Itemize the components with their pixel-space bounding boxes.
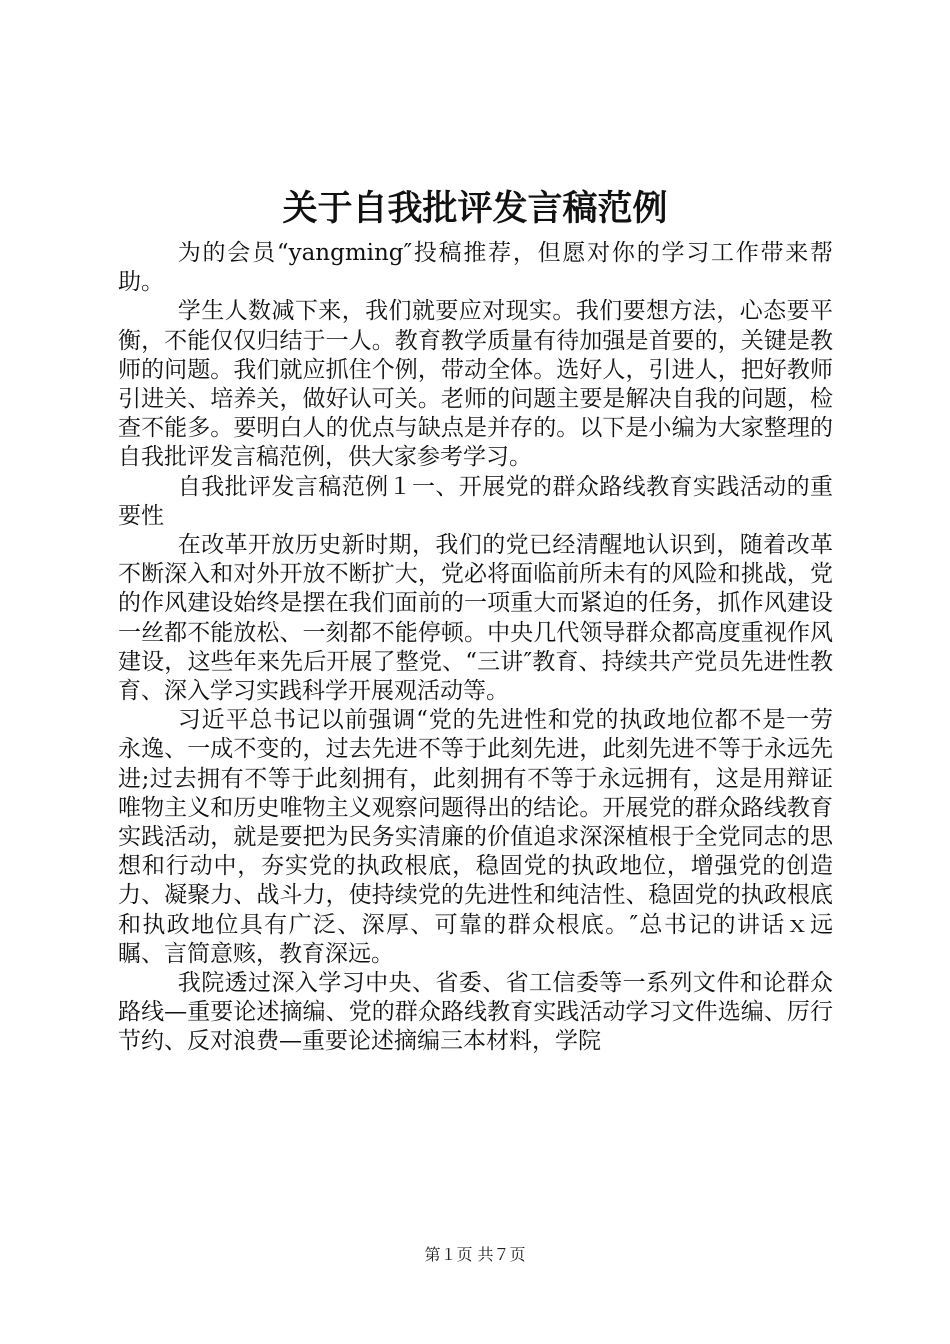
page-number-footer: 第１页 共７页: [424, 1245, 526, 1264]
paragraph-xi-quote: 习近平总书记以前强调“党的先进性和党的执政地位都不是一劳永逸、一成不变的，过去先进不等于此刻先进，此刻先进不等于永远先进;过去拥有不等于此刻拥有，此刻拥有不等于永远拥有，这是用辩证唯物主义和历史唯物主义观察问题得出的结论。开展党的群众路线教育实践活动，就是要把为民务实清廉的价值追求深深植根于全党同志的思想和行动中，夯实党的执政根底，稳固党的执政地位，增强党的创造力、凝聚力、战斗力，使持续党的先进性和纯洁性、稳固党的执政根底和执政地位具有广泛、深厚、可靠的群众根底。″总书记的讲话ｘ远瞩、言简意赅，教育深远。: [118, 707, 833, 967]
paragraph-preface: 学生人数减下来，我们就要应对现实。我们要想方法，心态要平衡，不能仅仅归结于一人。教育教学质量有待加强是首要的，关键是教师的问题。我们就应抓住个例，带动全体。选好人，引进人，把好教师引进关、培养关，做好认可关。老师的问题主要是解决自我的问题，检查不能多。要明白人的优点与缺点是并存的。以下是小编为大家整理的自我批评发言稿范例，供大家参考学习。: [118, 298, 833, 471]
paragraph-intro: 为的会员“yangming″投稿推荐，但愿对你的学习工作带来帮助。: [118, 240, 833, 296]
paragraph-section-heading: 自我批评发言稿范例１一、开展党的群众路线教育实践活动的重要性: [118, 473, 833, 529]
paragraph-reform-era: 在改革开放历史新时期，我们的党已经清醒地认识到，随着改革不断深入和对外开放不断扩大，党必将面临前所未有的风险和挑战，党的作风建设始终是摆在我们面前的一项重大而紧迫的任务，抓作风建设一丝都不能放松、一刻都不能停顿。中央几代领导群众都高度重视作风建设，这些年来先后开展了整党、“三讲″教育、持续共产党员先进性教育、深入学习实践科学开展观活动等。: [118, 532, 833, 705]
paragraph-institute-study: 我院透过深入学习中央、省委、省工信委等一系列文件和论群众路线—重要论述摘编、党的群众路线教育实践活动学习文件选编、厉行节约、反对浪费—重要论述摘编三本材料，学院: [118, 970, 833, 1055]
document-title: 关于自我批评发言稿范例: [282, 188, 668, 229]
document-body: [118, 239, 833, 1057]
